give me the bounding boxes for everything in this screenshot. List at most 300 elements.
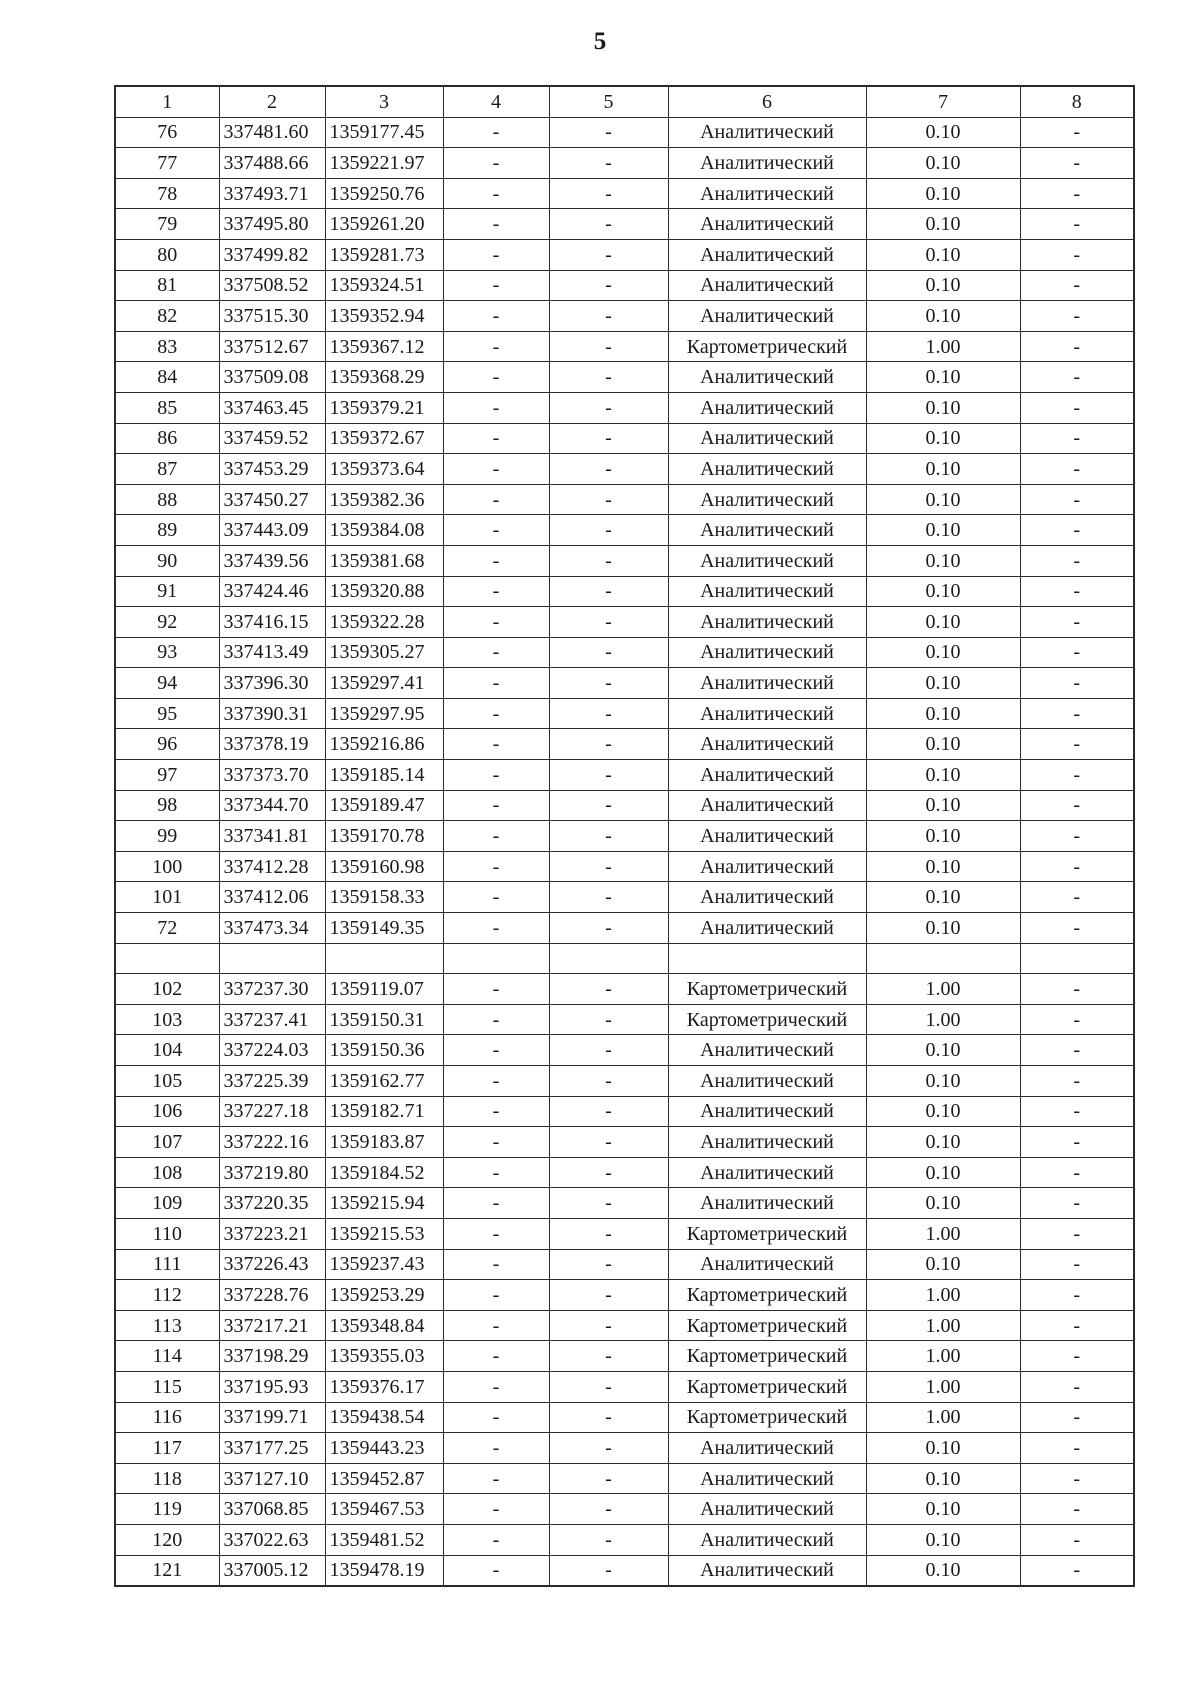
y-coordinate-cell: 1359215.94 <box>325 1188 443 1219</box>
method-cell: Аналитический <box>668 790 866 821</box>
x-coordinate-cell: 337127.10 <box>219 1463 325 1494</box>
table-row <box>115 1463 1134 1494</box>
column-5-cell: - <box>549 423 668 454</box>
y-coordinate-cell: 1359158.33 <box>325 882 443 913</box>
accuracy-cell: 0.10 <box>866 515 1020 546</box>
y-coordinate-cell: 1359373.64 <box>325 454 443 485</box>
page-number: 5 <box>593 28 607 55</box>
table-row <box>115 270 1134 301</box>
column-5-cell <box>549 943 668 974</box>
accuracy-cell: 1.00 <box>866 1004 1020 1035</box>
column-5-cell: - <box>549 392 668 423</box>
y-coordinate-cell: 1359368.29 <box>325 362 443 393</box>
column-8-cell: - <box>1020 576 1134 607</box>
point-number-cell <box>115 943 219 974</box>
column-5-cell: - <box>549 668 668 699</box>
method-cell: Аналитический <box>668 423 866 454</box>
point-number-cell: 115 <box>115 1371 219 1402</box>
accuracy-cell: 0.10 <box>866 729 1020 760</box>
point-number-cell: 107 <box>115 1127 219 1158</box>
header-row <box>115 86 1134 117</box>
method-cell: Картометрический <box>668 974 866 1005</box>
accuracy-cell: 0.10 <box>866 1035 1020 1066</box>
column-4-cell: - <box>443 1494 549 1525</box>
x-coordinate-cell: 337341.81 <box>219 821 325 852</box>
column-4-cell: - <box>443 1096 549 1127</box>
method-cell: Аналитический <box>668 270 866 301</box>
method-cell: Аналитический <box>668 1096 866 1127</box>
method-cell: Аналитический <box>668 729 866 760</box>
column-5-cell: - <box>549 790 668 821</box>
column-5-cell: - <box>549 607 668 638</box>
table-row <box>115 1371 1134 1402</box>
method-cell: Картометрический <box>668 1004 866 1035</box>
method-cell: Аналитический <box>668 698 866 729</box>
x-coordinate-cell: 337237.41 <box>219 1004 325 1035</box>
accuracy-cell: 0.10 <box>866 851 1020 882</box>
column-4-cell: - <box>443 331 549 362</box>
column-8-cell: - <box>1020 729 1134 760</box>
column-5-cell: - <box>549 1494 668 1525</box>
y-coordinate-cell: 1359297.41 <box>325 668 443 699</box>
column-5-cell: - <box>549 1249 668 1280</box>
column-8-cell: - <box>1020 1310 1134 1341</box>
x-coordinate-cell: 337222.16 <box>219 1127 325 1158</box>
x-coordinate-cell: 337220.35 <box>219 1188 325 1219</box>
column-5-cell: - <box>549 515 668 546</box>
column-5-cell: - <box>549 821 668 852</box>
table-row <box>115 392 1134 423</box>
column-header-1: 1 <box>115 86 219 117</box>
method-cell: Аналитический <box>668 484 866 515</box>
method-cell: Картометрический <box>668 1402 866 1433</box>
y-coordinate-cell: 1359352.94 <box>325 301 443 332</box>
table-row <box>115 851 1134 882</box>
accuracy-cell: 0.10 <box>866 1494 1020 1525</box>
method-cell: Аналитический <box>668 454 866 485</box>
column-4-cell: - <box>443 178 549 209</box>
accuracy-cell: 1.00 <box>866 331 1020 362</box>
column-4-cell: - <box>443 362 549 393</box>
column-5-cell: - <box>549 1524 668 1555</box>
column-8-cell: - <box>1020 821 1134 852</box>
x-coordinate-cell: 337227.18 <box>219 1096 325 1127</box>
column-header-4: 4 <box>443 86 549 117</box>
table-row <box>115 1096 1134 1127</box>
table-row <box>115 1402 1134 1433</box>
coordinates-table <box>114 85 1135 1587</box>
table-row <box>115 423 1134 454</box>
column-4-cell: - <box>443 760 549 791</box>
y-coordinate-cell: 1359478.19 <box>325 1555 443 1586</box>
column-8-cell: - <box>1020 209 1134 240</box>
method-cell: Картометрический <box>668 1371 866 1402</box>
point-number-cell: 98 <box>115 790 219 821</box>
column-8-cell: - <box>1020 1157 1134 1188</box>
x-coordinate-cell: 337450.27 <box>219 484 325 515</box>
column-4-cell: - <box>443 209 549 240</box>
accuracy-cell: 0.10 <box>866 698 1020 729</box>
method-cell: Аналитический <box>668 1249 866 1280</box>
x-coordinate-cell: 337508.52 <box>219 270 325 301</box>
y-coordinate-cell: 1359348.84 <box>325 1310 443 1341</box>
column-8-cell: - <box>1020 974 1134 1005</box>
method-cell: Аналитический <box>668 882 866 913</box>
point-number-cell: 104 <box>115 1035 219 1066</box>
point-number-cell: 110 <box>115 1218 219 1249</box>
column-8-cell: - <box>1020 1494 1134 1525</box>
column-header-3: 3 <box>325 86 443 117</box>
table-row <box>115 1188 1134 1219</box>
column-5-cell: - <box>549 882 668 913</box>
point-number-cell: 100 <box>115 851 219 882</box>
x-coordinate-cell: 337515.30 <box>219 301 325 332</box>
point-number-cell: 79 <box>115 209 219 240</box>
accuracy-cell: 0.10 <box>866 545 1020 576</box>
point-number-cell: 72 <box>115 913 219 944</box>
point-number-cell: 82 <box>115 301 219 332</box>
accuracy-cell: 0.10 <box>866 1433 1020 1464</box>
accuracy-cell: 1.00 <box>866 1371 1020 1402</box>
method-cell: Аналитический <box>668 851 866 882</box>
column-5-cell: - <box>549 1096 668 1127</box>
y-coordinate-cell: 1359382.36 <box>325 484 443 515</box>
x-coordinate-cell: 337217.21 <box>219 1310 325 1341</box>
point-number-cell: 80 <box>115 239 219 270</box>
method-cell: Аналитический <box>668 148 866 179</box>
column-5-cell: - <box>549 1555 668 1586</box>
y-coordinate-cell: 1359355.03 <box>325 1341 443 1372</box>
method-cell: Аналитический <box>668 1494 866 1525</box>
table-row <box>115 148 1134 179</box>
column-4-cell <box>443 943 549 974</box>
column-8-cell: - <box>1020 331 1134 362</box>
accuracy-cell: 0.10 <box>866 301 1020 332</box>
point-number-cell: 89 <box>115 515 219 546</box>
point-number-cell: 90 <box>115 545 219 576</box>
column-8-cell: - <box>1020 392 1134 423</box>
y-coordinate-cell: 1359384.08 <box>325 515 443 546</box>
point-number-cell: 96 <box>115 729 219 760</box>
column-8-cell: - <box>1020 1218 1134 1249</box>
method-cell: Аналитический <box>668 545 866 576</box>
x-coordinate-cell: 337443.09 <box>219 515 325 546</box>
column-4-cell: - <box>443 729 549 760</box>
column-5-cell: - <box>549 1066 668 1097</box>
column-5-cell: - <box>549 209 668 240</box>
x-coordinate-cell: 337396.30 <box>219 668 325 699</box>
column-4-cell: - <box>443 1188 549 1219</box>
method-cell: Аналитический <box>668 1433 866 1464</box>
point-number-cell: 87 <box>115 454 219 485</box>
column-4-cell: - <box>443 1127 549 1158</box>
point-number-cell: 119 <box>115 1494 219 1525</box>
column-5-cell: - <box>549 117 668 148</box>
method-cell: Аналитический <box>668 515 866 546</box>
method-cell: Аналитический <box>668 1157 866 1188</box>
table-row <box>115 178 1134 209</box>
table-row <box>115 1127 1134 1158</box>
y-coordinate-cell: 1359216.86 <box>325 729 443 760</box>
accuracy-cell: 0.10 <box>866 239 1020 270</box>
table-row <box>115 362 1134 393</box>
accuracy-cell: 0.10 <box>866 1555 1020 1586</box>
column-5-cell: - <box>549 1035 668 1066</box>
column-5-cell: - <box>549 484 668 515</box>
column-4-cell: - <box>443 301 549 332</box>
column-8-cell: - <box>1020 1188 1134 1219</box>
column-4-cell: - <box>443 1066 549 1097</box>
point-number-cell: 101 <box>115 882 219 913</box>
column-5-cell: - <box>549 1341 668 1372</box>
x-coordinate-cell <box>219 943 325 974</box>
table-row <box>115 1157 1134 1188</box>
x-coordinate-cell: 337473.34 <box>219 913 325 944</box>
column-8-cell: - <box>1020 270 1134 301</box>
column-8-cell: - <box>1020 1341 1134 1372</box>
x-coordinate-cell: 337488.66 <box>219 148 325 179</box>
column-4-cell: - <box>443 484 549 515</box>
method-cell: Аналитический <box>668 821 866 852</box>
column-5-cell: - <box>549 301 668 332</box>
accuracy-cell: 0.10 <box>866 576 1020 607</box>
column-8-cell: - <box>1020 1555 1134 1586</box>
method-cell: Аналитический <box>668 668 866 699</box>
table-row <box>115 331 1134 362</box>
column-4-cell: - <box>443 1524 549 1555</box>
method-cell: Картометрический <box>668 1310 866 1341</box>
column-8-cell: - <box>1020 239 1134 270</box>
accuracy-cell: 0.10 <box>866 607 1020 638</box>
accuracy-cell: 0.10 <box>866 1463 1020 1494</box>
y-coordinate-cell <box>325 943 443 974</box>
table-row <box>115 454 1134 485</box>
column-header-7: 7 <box>866 86 1020 117</box>
y-coordinate-cell: 1359372.67 <box>325 423 443 454</box>
accuracy-cell: 0.10 <box>866 637 1020 668</box>
point-number-cell: 94 <box>115 668 219 699</box>
column-4-cell: - <box>443 1280 549 1311</box>
point-number-cell: 108 <box>115 1157 219 1188</box>
column-5-cell: - <box>549 637 668 668</box>
column-8-cell: - <box>1020 637 1134 668</box>
x-coordinate-cell: 337412.28 <box>219 851 325 882</box>
method-cell: Аналитический <box>668 607 866 638</box>
column-5-cell: - <box>549 1402 668 1433</box>
table-row <box>115 1066 1134 1097</box>
accuracy-cell: 0.10 <box>866 270 1020 301</box>
accuracy-cell: 0.10 <box>866 484 1020 515</box>
table-row <box>115 729 1134 760</box>
column-4-cell: - <box>443 1402 549 1433</box>
column-5-cell: - <box>549 851 668 882</box>
accuracy-cell: 0.10 <box>866 392 1020 423</box>
y-coordinate-cell: 1359170.78 <box>325 821 443 852</box>
point-number-cell: 113 <box>115 1310 219 1341</box>
x-coordinate-cell: 337224.03 <box>219 1035 325 1066</box>
y-coordinate-cell: 1359183.87 <box>325 1127 443 1158</box>
column-4-cell: - <box>443 668 549 699</box>
x-coordinate-cell: 337509.08 <box>219 362 325 393</box>
y-coordinate-cell: 1359221.97 <box>325 148 443 179</box>
point-number-cell: 93 <box>115 637 219 668</box>
accuracy-cell: 1.00 <box>866 974 1020 1005</box>
accuracy-cell: 0.10 <box>866 178 1020 209</box>
table-row <box>115 760 1134 791</box>
accuracy-cell: 1.00 <box>866 1218 1020 1249</box>
column-5-cell: - <box>549 913 668 944</box>
x-coordinate-cell: 337499.82 <box>219 239 325 270</box>
accuracy-cell: 1.00 <box>866 1402 1020 1433</box>
point-number-cell: 116 <box>115 1402 219 1433</box>
y-coordinate-cell: 1359150.31 <box>325 1004 443 1035</box>
column-4-cell: - <box>443 637 549 668</box>
method-cell: Аналитический <box>668 576 866 607</box>
column-4-cell: - <box>443 1463 549 1494</box>
method-cell: Аналитический <box>668 1188 866 1219</box>
column-5-cell: - <box>549 698 668 729</box>
accuracy-cell: 1.00 <box>866 1341 1020 1372</box>
column-header-6: 6 <box>668 86 866 117</box>
column-5-cell: - <box>549 178 668 209</box>
method-cell: Аналитический <box>668 1066 866 1097</box>
y-coordinate-cell: 1359367.12 <box>325 331 443 362</box>
table-row <box>115 545 1134 576</box>
accuracy-cell: 0.10 <box>866 882 1020 913</box>
column-4-cell: - <box>443 1035 549 1066</box>
accuracy-cell <box>866 943 1020 974</box>
point-number-cell: 112 <box>115 1280 219 1311</box>
column-5-cell: - <box>549 1310 668 1341</box>
point-number-cell: 97 <box>115 760 219 791</box>
table-row <box>115 484 1134 515</box>
accuracy-cell: 0.10 <box>866 209 1020 240</box>
table-row <box>115 668 1134 699</box>
y-coordinate-cell: 1359177.45 <box>325 117 443 148</box>
table-row <box>115 913 1134 944</box>
x-coordinate-cell: 337412.06 <box>219 882 325 913</box>
column-5-cell: - <box>549 545 668 576</box>
method-cell: Аналитический <box>668 178 866 209</box>
column-5-cell: - <box>549 729 668 760</box>
y-coordinate-cell: 1359261.20 <box>325 209 443 240</box>
y-coordinate-cell: 1359250.76 <box>325 178 443 209</box>
column-8-cell: - <box>1020 1035 1134 1066</box>
column-4-cell: - <box>443 1004 549 1035</box>
x-coordinate-cell: 337424.46 <box>219 576 325 607</box>
column-8-cell: - <box>1020 117 1134 148</box>
method-cell: Аналитический <box>668 1555 866 1586</box>
method-cell: Картометрический <box>668 1280 866 1311</box>
method-cell: Аналитический <box>668 301 866 332</box>
x-coordinate-cell: 337495.80 <box>219 209 325 240</box>
table-row <box>115 117 1134 148</box>
table-row <box>115 698 1134 729</box>
table-row <box>115 1494 1134 1525</box>
column-5-cell: - <box>549 1004 668 1035</box>
column-8-cell <box>1020 943 1134 974</box>
table-row <box>115 1280 1134 1311</box>
point-number-cell: 85 <box>115 392 219 423</box>
column-8-cell: - <box>1020 484 1134 515</box>
point-number-cell: 76 <box>115 117 219 148</box>
accuracy-cell: 0.10 <box>866 1524 1020 1555</box>
table-row <box>115 1524 1134 1555</box>
point-number-cell: 95 <box>115 698 219 729</box>
method-cell: Картометрический <box>668 1341 866 1372</box>
x-coordinate-cell: 337223.21 <box>219 1218 325 1249</box>
y-coordinate-cell: 1359381.68 <box>325 545 443 576</box>
x-coordinate-cell: 337228.76 <box>219 1280 325 1311</box>
accuracy-cell: 0.10 <box>866 454 1020 485</box>
accuracy-cell: 0.10 <box>866 790 1020 821</box>
method-cell: Аналитический <box>668 362 866 393</box>
y-coordinate-cell: 1359452.87 <box>325 1463 443 1494</box>
column-5-cell: - <box>549 362 668 393</box>
column-8-cell: - <box>1020 423 1134 454</box>
column-4-cell: - <box>443 821 549 852</box>
x-coordinate-cell: 337459.52 <box>219 423 325 454</box>
accuracy-cell: 0.10 <box>866 117 1020 148</box>
table-row <box>115 1249 1134 1280</box>
y-coordinate-cell: 1359324.51 <box>325 270 443 301</box>
column-4-cell: - <box>443 1371 549 1402</box>
x-coordinate-cell: 337237.30 <box>219 974 325 1005</box>
accuracy-cell: 0.10 <box>866 1249 1020 1280</box>
method-cell: Аналитический <box>668 1524 866 1555</box>
method-cell: Аналитический <box>668 913 866 944</box>
column-4-cell: - <box>443 1341 549 1372</box>
column-5-cell: - <box>549 270 668 301</box>
x-coordinate-cell: 337390.31 <box>219 698 325 729</box>
method-cell: Картометрический <box>668 1218 866 1249</box>
column-8-cell: - <box>1020 1280 1134 1311</box>
x-coordinate-cell: 337068.85 <box>219 1494 325 1525</box>
accuracy-cell: 1.00 <box>866 1280 1020 1311</box>
column-5-cell: - <box>549 1371 668 1402</box>
method-cell: Аналитический <box>668 1035 866 1066</box>
point-number-cell: 77 <box>115 148 219 179</box>
column-5-cell: - <box>549 148 668 179</box>
x-coordinate-cell: 337195.93 <box>219 1371 325 1402</box>
point-number-cell: 84 <box>115 362 219 393</box>
table-row <box>115 882 1134 913</box>
point-number-cell: 102 <box>115 974 219 1005</box>
column-4-cell: - <box>443 1555 549 1586</box>
column-5-cell: - <box>549 331 668 362</box>
y-coordinate-cell: 1359281.73 <box>325 239 443 270</box>
accuracy-cell: 0.10 <box>866 668 1020 699</box>
point-number-cell: 103 <box>115 1004 219 1035</box>
accuracy-cell: 0.10 <box>866 1157 1020 1188</box>
column-4-cell: - <box>443 117 549 148</box>
column-8-cell: - <box>1020 668 1134 699</box>
x-coordinate-cell: 337198.29 <box>219 1341 325 1372</box>
x-coordinate-cell: 337199.71 <box>219 1402 325 1433</box>
column-8-cell: - <box>1020 148 1134 179</box>
column-5-cell: - <box>549 1463 668 1494</box>
column-4-cell: - <box>443 515 549 546</box>
column-4-cell: - <box>443 148 549 179</box>
x-coordinate-cell: 337344.70 <box>219 790 325 821</box>
accuracy-cell: 0.10 <box>866 362 1020 393</box>
y-coordinate-cell: 1359149.35 <box>325 913 443 944</box>
y-coordinate-cell: 1359438.54 <box>325 1402 443 1433</box>
method-cell: Аналитический <box>668 239 866 270</box>
column-4-cell: - <box>443 545 549 576</box>
column-4-cell: - <box>443 1310 549 1341</box>
column-5-cell: - <box>549 1433 668 1464</box>
